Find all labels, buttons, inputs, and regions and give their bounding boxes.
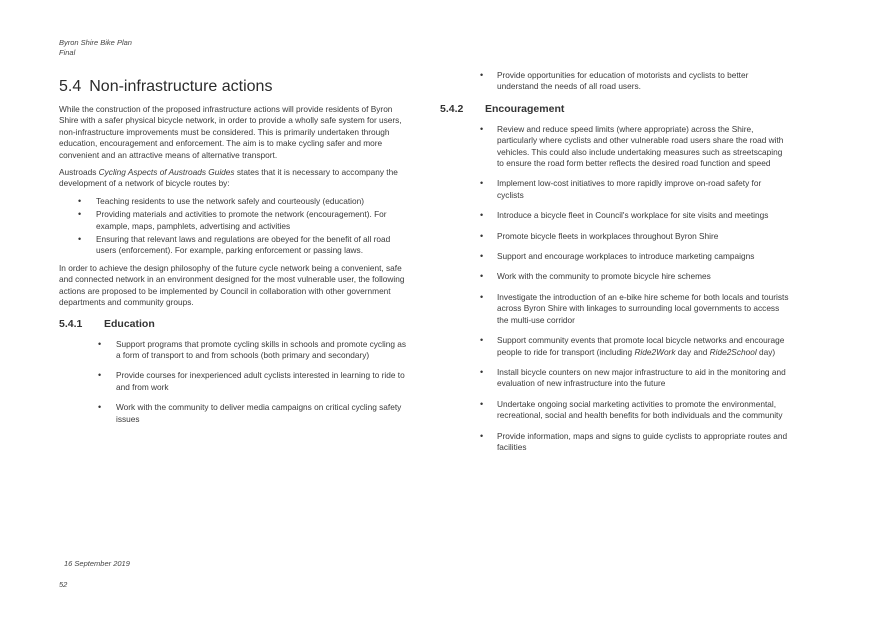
page-number: 52	[59, 580, 68, 589]
events-post: day)	[756, 346, 776, 357]
list-item: • Promote bicycle fleets in workplaces throughout Byron Shire	[440, 231, 790, 242]
ride2work-label: Ride2Work	[634, 346, 676, 357]
list-item: • Introduce a bicycle fleet in Council's workplace for site visits and meetings	[440, 210, 790, 221]
encouragement-bullet-list	[440, 124, 790, 454]
education-title: Education	[104, 317, 155, 330]
list-item: • Review and reduce speed limits (where appropriate) across the Shire, particularly where cyclists and other vulnerable road users share the road with vehicles. This could also include undertaking measures such as streetscaping to ensure the road form better reflects the desired road function and speed	[440, 124, 790, 170]
ride2school-label: Ride2School	[709, 346, 757, 357]
events-mid: day and	[675, 346, 710, 357]
austroads-paragraph	[59, 167, 409, 190]
document-header	[59, 38, 132, 58]
education-bullet-list	[59, 339, 409, 425]
section-heading	[59, 76, 409, 98]
list-item: • Investigate the introduction of an e-bike hire scheme for both locals and tourists across Byron Shire with linkages to surrounding local governments to access the multi-use corridor	[440, 292, 790, 326]
list-item: • Work with the community to deliver media campaigns on critical cycling safety issues	[59, 402, 409, 425]
header-status: Final	[59, 48, 76, 57]
encouragement-heading	[440, 102, 790, 116]
education-continued-list	[440, 70, 790, 93]
list-item: • Provide courses for inexperienced adult cyclists interested in learning to ride to and from work	[59, 370, 409, 393]
education-number: 5.4.1	[59, 317, 83, 330]
austroads-guide-title: Cycling Aspects of Austroads Guides	[98, 167, 235, 178]
section-number: 5.4	[59, 78, 82, 95]
encouragement-number: 5.4.2	[440, 102, 464, 115]
intro-bullet-list	[59, 196, 409, 257]
section-title: Non-infrastructure actions	[89, 78, 273, 95]
list-item: • Undertake ongoing social marketing activities to promote the environmental, recreational, social and health benefits for both individuals and the community	[440, 399, 790, 422]
encouragement-title: Encouragement	[485, 102, 565, 115]
list-item: • Teaching residents to use the network safely and courteously (education)	[59, 196, 409, 207]
list-item: • Install bicycle counters on new major infrastructure to aid in the monitoring and evaluation of new infrastructure into the future	[440, 367, 790, 390]
intro-paragraph: While the construction of the proposed infrastructure actions will provide residents of Byron Shire with a safer physical bicycle network, in order to provide a wholly safe system for users, non-infrastructure improvements must be considered. This is primarily undertaken through education, encouragement and enforcement. The aim is to make cycling safer and more convenient and an attractive means of alternative transport.	[59, 104, 402, 160]
events-pre: Support community events that promote local bicycle networks and encourage people to ride for transport (including	[497, 335, 785, 357]
list-item: • Ensuring that relevant laws and regulations are obeyed for the benefit of all road users (enforcement). For example, parking enforcement or passing laws.	[59, 234, 409, 257]
list-item: • Work with the community to promote bicycle hire schemes	[440, 271, 790, 282]
list-item: • Provide opportunities for education of motorists and cyclists to better understand the needs of all road users.	[440, 70, 790, 93]
closing-paragraph: In order to achieve the design philosophy of the future cycle network being a convenient, safe and connected network in an environment designed for the most vulnerable user, the following actions are proposed to be implemented by Council in collaboration with other government departments and community groups.	[59, 262, 405, 308]
left-column	[59, 76, 409, 434]
list-item: • Provide information, maps and signs to guide cyclists to appropriate routes and facilities	[440, 431, 790, 454]
header-title: Byron Shire Bike Plan	[59, 38, 132, 47]
austroads-post: states that it is necessary to accompany the development of a network of bicycle routes by:	[59, 167, 398, 189]
right-column	[440, 70, 790, 462]
list-item: • Support programs that promote cycling skills in schools and promote cycling as a form of transport to and from schools (both primary and secondary)	[59, 339, 409, 362]
austroads-pre: Austroads	[59, 167, 99, 178]
list-item: • Providing materials and activities to promote the network (encouragement). For example, maps, pamphlets, advertising and activities	[59, 209, 409, 232]
list-item: • Support and encourage workplaces to introduce marketing campaigns	[440, 251, 790, 262]
list-item: • Implement low-cost initiatives to more rapidly improve on-road safety for cyclists	[440, 178, 790, 201]
education-heading	[59, 317, 409, 331]
footer-date: 16 September 2019	[64, 559, 130, 568]
list-item-events	[440, 335, 790, 358]
